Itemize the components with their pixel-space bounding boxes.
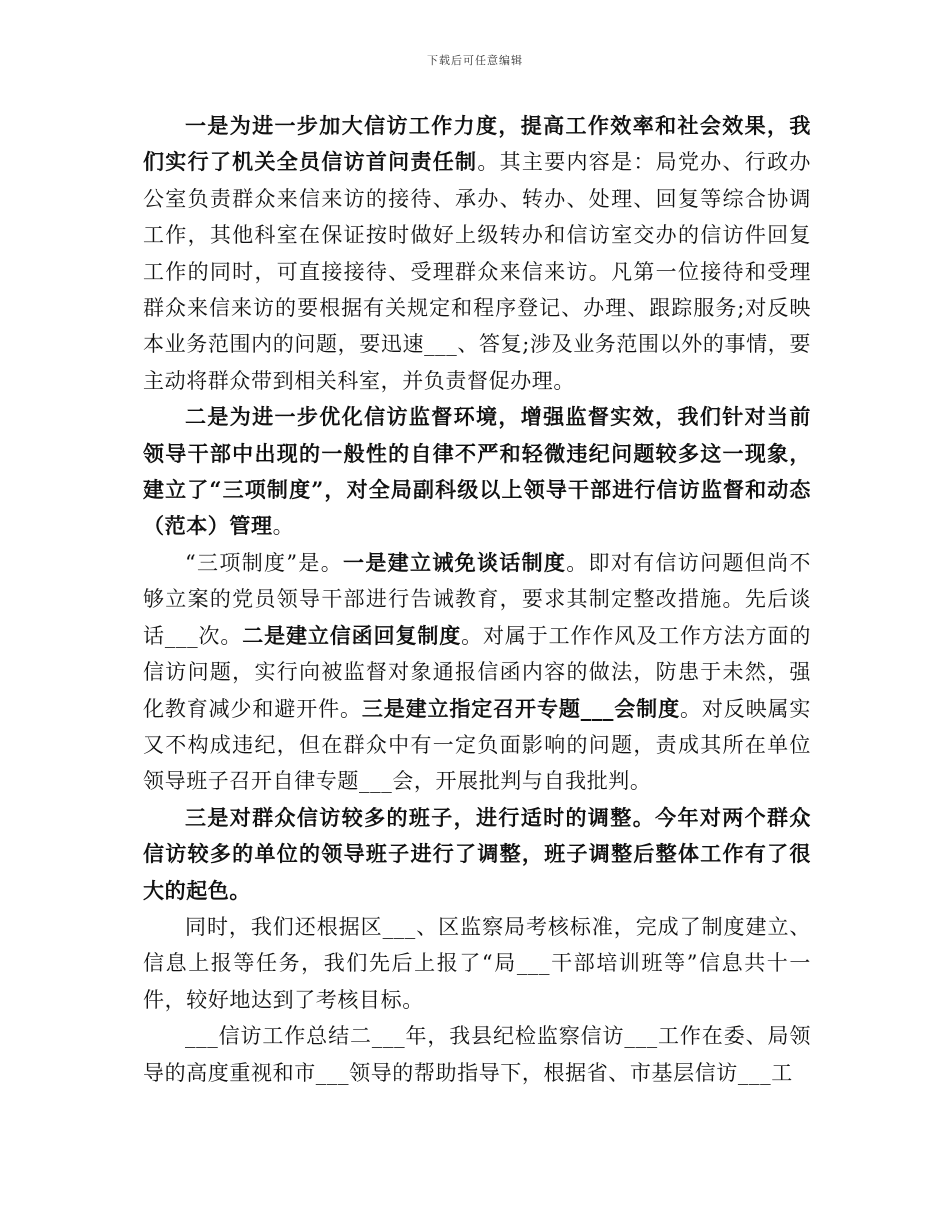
- paragraph-3: [143, 545, 811, 800]
- paragraph-2-end: 。: [272, 514, 295, 539]
- paragraph-3-item-1-body: 。即对有信访问题但尚不够立案的党员领导干部进行告诫教育，要求其制定整改措施。先后谈话___次。: [143, 550, 811, 648]
- paragraph-3-item-2-title: 二是建立信函回复制度: [242, 622, 462, 648]
- paragraph-1-body: 。其主要内容是：局党办、行政办公室负责群众来信来访的接待、承办、转办、处理、回复等综合协调工作，其他科室在保证按时做好上级转办和信访室交办的信访件回复工作的同时，可直接接待、受理群众来信来访。凡第一位接待和受理群众来信来访的要根据有关规定和程序登记、办理、跟踪服务;对反映本业务范围内的问题，要迅速___、答复;涉及业务范围以外的事情，要主动将群众带到相关科室，并负责督促办理。: [143, 150, 811, 393]
- paragraph-6: [143, 1018, 811, 1091]
- paragraph-3-intro: “三项制度”是。: [185, 550, 344, 575]
- paragraph-6-body: ___信访工作总结二___年，我县纪检监察信访___工作在委、局领导的高度重视和市___领导的帮助指导下，根据省、市基层信访___工: [143, 1024, 811, 1085]
- paragraph-2: [143, 399, 811, 545]
- paragraph-5: [143, 909, 811, 1018]
- paragraph-4-bold: 三是对群众信访较多的班子，进行适时的调整。今年对两个群众信访较多的单位的领导班子进行了调整，班子调整后整体工作有了很大的起色。: [143, 804, 811, 903]
- paragraph-3-item-3-body: 。对反映属实又不构成违纪，但在群众中有一定负面影响的问题，责成其所在单位领导班子召开自律专题___会，开展批判与自我批判。: [143, 696, 811, 794]
- paragraph-2-bold-lead: 二是为进一步优化信访监督环境，增强监督实效，我们针对当前领导干部中出现的一般性的自律不严和轻微违纪问题较多这一现象，建立了“三项制度”，对全局副科级以上领导干部进行信访监督和动态（范本）管理: [143, 404, 811, 539]
- paragraph-3-item-3-title: 三是建立指定召开专题___会制度: [361, 695, 680, 721]
- paragraph-4: [143, 800, 811, 909]
- paragraph-1-bold-lead: 一是为进一步加大信访工作力度，提高工作效率和社会效果，我们实行了机关全员信访首问责任制: [143, 113, 811, 175]
- paragraph-3-item-1-title: 一是建立诫免谈话制度: [343, 549, 567, 575]
- paragraph-5-body: 同时，我们还根据区___、区监察局考核标准，完成了制度建立、信息上报等任务，我们先后上报了“局___干部培训班等”信息共十一件，较好地达到了考核目标。: [143, 914, 811, 1012]
- paragraph-1: [143, 108, 811, 399]
- page-header-note: 下载后可任意编辑: [427, 54, 523, 67]
- paragraph-3-item-2-body: 。对属于工作作风及工作方法方面的信访问题，实行向被监督对象通报信函内容的做法，防患于未然，强化教育减少和避开件。: [143, 623, 811, 721]
- document-body: [143, 108, 811, 1091]
